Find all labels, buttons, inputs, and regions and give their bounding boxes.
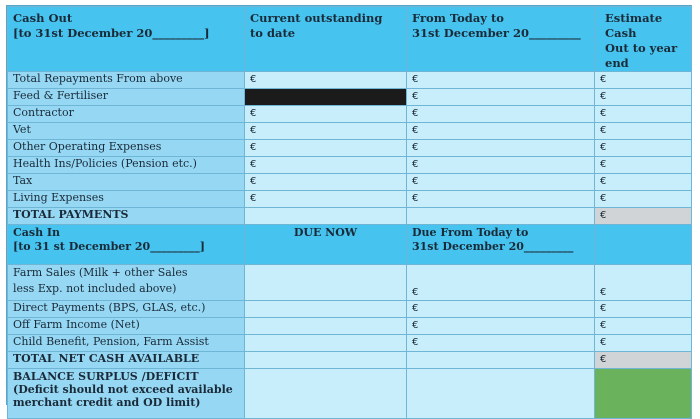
estimate-field[interactable]	[595, 157, 692, 174]
table-row	[8, 140, 692, 157]
due-from-today-field[interactable]	[407, 301, 595, 318]
cash-in-header	[8, 225, 245, 265]
cash-out-title: Cash Out	[13, 11, 73, 25]
euro-symbol: €	[600, 337, 607, 348]
euro-symbol: €	[412, 91, 419, 102]
from-today-field[interactable]	[407, 106, 595, 123]
row-label: Total Repayments From above	[8, 72, 245, 89]
euro-symbol: €	[412, 125, 419, 136]
table-row	[8, 72, 692, 89]
estimate-field[interactable]	[595, 89, 692, 106]
empty-cell	[245, 208, 407, 225]
from-today-field[interactable]	[407, 191, 595, 208]
row-label: Other Operating Expenses	[8, 140, 245, 157]
balance-field[interactable]	[595, 369, 692, 419]
due-from-today-line1: Due From Today to	[412, 226, 529, 239]
due-now-field[interactable]	[245, 318, 407, 335]
total-net-cash-row	[8, 352, 692, 369]
table-row	[8, 318, 692, 335]
total-payments-field[interactable]	[595, 208, 692, 225]
euro-symbol: €	[600, 91, 607, 102]
row-label: Off Farm Income (Net)	[8, 318, 245, 335]
total-payments-label: TOTAL PAYMENTS	[8, 208, 245, 225]
estimate-field[interactable]	[595, 301, 692, 318]
current-outstanding-field[interactable]	[245, 174, 407, 191]
estimate-field[interactable]	[595, 191, 692, 208]
estimate-field[interactable]	[595, 123, 692, 140]
euro-symbol: €	[412, 303, 419, 314]
euro-symbol: €	[600, 210, 607, 221]
euro-symbol: €	[250, 142, 257, 153]
row-label: Tax	[8, 174, 245, 191]
euro-symbol: €	[600, 125, 607, 136]
current-outstanding-line1: Current outstanding	[250, 11, 383, 25]
balance-title: BALANCE SURPLUS /DEFICIT	[13, 370, 199, 383]
table-row	[8, 301, 692, 318]
euro-symbol: €	[600, 74, 607, 85]
due-from-today-header	[407, 225, 595, 265]
from-today-field[interactable]	[407, 140, 595, 157]
due-now-header: DUE NOW	[245, 225, 407, 265]
current-outstanding-field[interactable]	[245, 140, 407, 157]
balance-row	[8, 369, 692, 419]
farm-sales-line1: Farm Sales (Milk + other Sales	[13, 266, 188, 279]
row-label: Feed & Fertiliser	[8, 89, 245, 106]
balance-label	[8, 369, 245, 419]
estimate-field[interactable]	[595, 106, 692, 123]
table-row	[8, 335, 692, 352]
estimate-cash-header	[595, 7, 692, 72]
due-now-field[interactable]	[245, 335, 407, 352]
estimate-cash-line1: Estimate Cash	[605, 11, 663, 40]
from-today-header	[407, 7, 595, 72]
due-from-today-line2: 31st December 20_________	[412, 240, 574, 253]
from-today-field[interactable]	[407, 89, 595, 106]
empty-cell	[245, 369, 407, 419]
euro-symbol: €	[600, 320, 607, 331]
euro-symbol: €	[250, 159, 257, 170]
estimate-field[interactable]	[595, 72, 692, 89]
due-from-today-field[interactable]	[407, 265, 595, 301]
current-outstanding-line2: to date	[250, 26, 296, 40]
total-payments-row	[8, 208, 692, 225]
euro-symbol: €	[412, 287, 419, 298]
cash-flow-table	[7, 6, 692, 419]
euro-symbol: €	[600, 303, 607, 314]
row-label: Contractor	[8, 106, 245, 123]
from-today-field[interactable]	[407, 157, 595, 174]
empty-cell	[245, 352, 407, 369]
euro-symbol: €	[412, 320, 419, 331]
cash-in-title: Cash In	[13, 226, 61, 239]
current-outstanding-header	[245, 7, 407, 72]
euro-symbol: €	[412, 142, 419, 153]
from-today-field[interactable]	[407, 72, 595, 89]
euro-symbol: €	[600, 193, 607, 204]
current-outstanding-field[interactable]	[245, 157, 407, 174]
table-row	[8, 89, 692, 106]
row-label: Living Expenses	[8, 191, 245, 208]
cash-flow-form	[6, 5, 692, 409]
euro-symbol: €	[600, 159, 607, 170]
empty-cell	[407, 369, 595, 419]
estimate-field[interactable]	[595, 265, 692, 301]
cash-out-period: [to 31st December 20_________]	[13, 26, 210, 40]
current-outstanding-field[interactable]	[245, 123, 407, 140]
euro-symbol: €	[412, 176, 419, 187]
due-now-field[interactable]	[245, 301, 407, 318]
total-net-cash-field[interactable]	[595, 352, 692, 369]
table-row	[8, 157, 692, 174]
row-label: Health Ins/Policies (Pension etc.)	[8, 157, 245, 174]
estimate-field[interactable]	[595, 318, 692, 335]
estimate-field[interactable]	[595, 140, 692, 157]
row-label: Direct Payments (BPS, GLAS, etc.)	[8, 301, 245, 318]
table-row	[8, 174, 692, 191]
estimate-field[interactable]	[595, 335, 692, 352]
from-today-field[interactable]	[407, 174, 595, 191]
table-row	[8, 191, 692, 208]
current-outstanding-field[interactable]	[245, 191, 407, 208]
current-outstanding-field[interactable]	[245, 106, 407, 123]
table-row	[8, 265, 692, 301]
from-today-line2: 31st December 20_________	[412, 26, 581, 40]
cash-out-header	[8, 7, 245, 72]
euro-symbol: €	[250, 108, 257, 119]
farm-sales-line2: less Exp. not included above)	[13, 282, 177, 295]
farm-sales-label	[8, 265, 245, 301]
balance-note-line2: merchant credit and OD limit)	[13, 396, 201, 409]
current-outstanding-field[interactable]	[245, 72, 407, 89]
total-net-cash-label: TOTAL NET CASH AVAILABLE	[8, 352, 245, 369]
cash-out-header-row	[8, 7, 692, 72]
row-label: Child Benefit, Pension, Farm Assist	[8, 335, 245, 352]
blocked-cell	[245, 89, 407, 106]
row-label: Vet	[8, 123, 245, 140]
euro-symbol: €	[250, 125, 257, 136]
balance-note-line1: (Deficit should not exceed available	[13, 383, 233, 396]
table-row	[8, 106, 692, 123]
euro-symbol: €	[250, 193, 257, 204]
from-today-field[interactable]	[407, 123, 595, 140]
cash-in-period: [to 31 st December 20_________]	[13, 240, 205, 253]
euro-symbol: €	[600, 176, 607, 187]
estimate-field[interactable]	[595, 174, 692, 191]
euro-symbol: €	[250, 74, 257, 85]
euro-symbol: €	[412, 159, 419, 170]
empty-cell	[407, 208, 595, 225]
euro-symbol: €	[600, 142, 607, 153]
euro-symbol: €	[250, 176, 257, 187]
due-from-today-field[interactable]	[407, 318, 595, 335]
euro-symbol: €	[412, 193, 419, 204]
due-now-field[interactable]	[245, 265, 407, 301]
euro-symbol: €	[600, 108, 607, 119]
euro-symbol: €	[600, 287, 607, 298]
euro-symbol: €	[412, 337, 419, 348]
empty-header-cell	[595, 225, 692, 265]
euro-symbol: €	[600, 354, 607, 365]
estimate-cash-line2: Out to year end	[605, 41, 678, 70]
due-from-today-field[interactable]	[407, 335, 595, 352]
table-row	[8, 123, 692, 140]
cash-in-header-row	[8, 225, 692, 265]
from-today-line1: From Today to	[412, 11, 504, 25]
empty-cell	[407, 352, 595, 369]
euro-symbol: €	[412, 74, 419, 85]
euro-symbol: €	[412, 108, 419, 119]
